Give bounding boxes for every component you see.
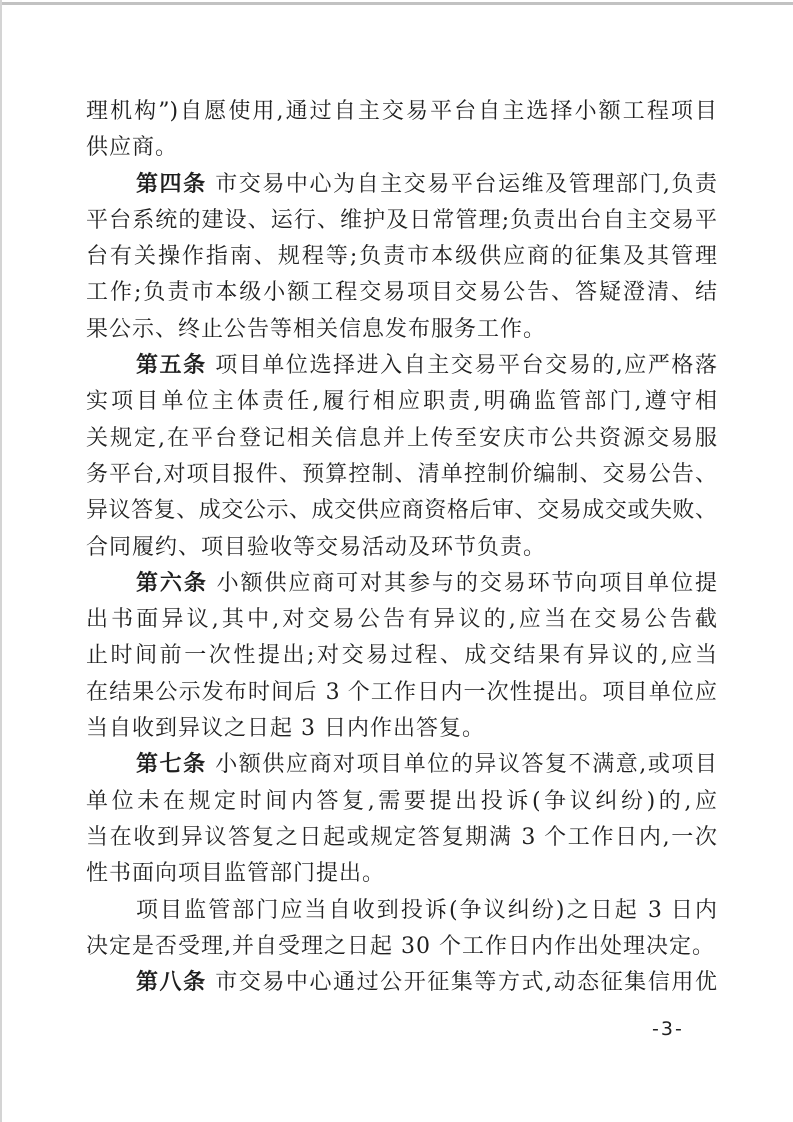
text-line-21: 当在收到异议答复之日起或规定答复期满 3 个工作日内,一次 <box>86 824 717 850</box>
scan-edge-left <box>0 0 2 1122</box>
text-line-8: 第五条 项目单位选择进入自主交易平台交易的,应严格落 <box>136 353 717 379</box>
text-line-7: 果公示、终止公告等相关信息发布服务工作。 <box>86 316 547 342</box>
text-line-10: 关规定,在平台登记相关信息并上传至安庆市公共资源交易服 <box>86 425 717 451</box>
text-line-23: 项目监管部门应当自收到投诉(争议纠纷)之日起 3 日内 <box>136 897 717 923</box>
text-line-15: 出书面异议,其中,对交易公告有异议的,应当在交易公告截 <box>86 607 717 633</box>
article-number: 第七条 <box>136 752 207 778</box>
text-line-20: 单位未在规定时间内答复,需要提出投诉(争议纠纷)的,应 <box>86 788 717 814</box>
text-line-3: 第四条 市交易中心为自主交易平台运维及管理部门,负责 <box>136 171 717 197</box>
page-number: -3- <box>652 1018 684 1040</box>
article-number: 第四条 <box>136 171 207 197</box>
text-line-2: 供应商。 <box>86 135 179 161</box>
scan-edge-top <box>0 2 793 5</box>
text-line-9: 实项目单位主体责任,履行相应职责,明确监管部门,遵守相 <box>86 389 717 415</box>
document-text-block <box>86 94 717 1001</box>
text-line-5: 台有关操作指南、规程等;负责市本级供应商的征集及其管理 <box>86 244 717 270</box>
text-line-16: 止时间前一次性提出;对交易过程、成交结果有异议的,应当 <box>86 643 717 669</box>
text-line-11: 务平台,对项目报件、预算控制、清单控制价编制、交易公告、 <box>86 461 717 487</box>
article-number: 第六条 <box>136 570 208 596</box>
text-line-4: 平台系统的建设、运行、维护及日常管理;负责出台自主交易平 <box>86 207 717 233</box>
text-line-22: 性书面向项目监管部门提出。 <box>86 861 386 887</box>
article-number: 第八条 <box>136 970 207 996</box>
text-line-18: 当自收到异议之日起 3 日内作出答复。 <box>86 716 485 742</box>
text-line-25: 第八条 市交易中心通过公开征集等方式,动态征集信用优 <box>136 970 717 996</box>
text-line-12: 异议答复、成交公示、成交供应商资格后审、交易成交或失败、 <box>86 498 717 524</box>
text-line-17: 在结果公示发布时间后 3 个工作日内一次性提出。项目单位应 <box>86 679 717 705</box>
article-number: 第五条 <box>136 353 207 379</box>
text-line-6: 工作;负责市本级小额工程交易项目交易公告、答疑澄清、结 <box>86 280 717 306</box>
text-line-19: 第七条 小额供应商对项目单位的异议答复不满意,或项目 <box>136 752 717 778</box>
text-line-24: 决定是否受理,并自受理之日起 30 个工作日内作出处理决定。 <box>86 933 715 959</box>
text-line-13: 合同履约、项目验收等交易活动及环节负责。 <box>86 534 547 560</box>
text-line-14: 第六条 小额供应商可对其参与的交易环节向项目单位提 <box>136 570 717 596</box>
text-line-1: 理机构”)自愿使用,通过自主交易平台自主选择小额工程项目 <box>86 99 717 124</box>
